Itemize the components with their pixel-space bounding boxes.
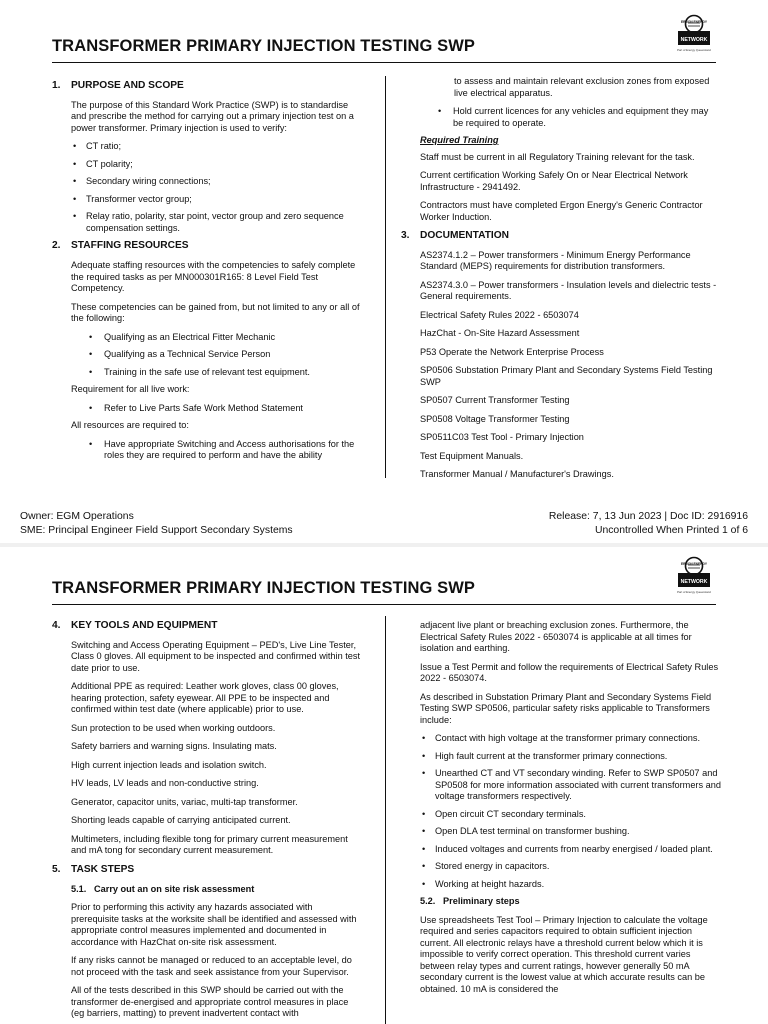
column-divider bbox=[385, 616, 386, 1024]
page-title: TRANSFORMER PRIMARY INJECTION TESTING SWP bbox=[52, 579, 476, 597]
bullet-list bbox=[71, 439, 362, 462]
doc-reference: Transformer Manual / Manufacturer's Drawings. bbox=[420, 469, 614, 480]
list-item: • Training in the safe use of relevant test equipment. bbox=[71, 367, 362, 379]
bullet-list bbox=[420, 733, 721, 890]
doc-reference: SP0506 Substation Primary Plant and Secondary Systems Field Testing SWP bbox=[420, 365, 713, 387]
doc-reference: Electrical Safety Rules 2022 - 6503074 bbox=[420, 309, 579, 320]
doc-reference: SP0508 Voltage Transformer Testing bbox=[420, 413, 570, 424]
paragraph: As described in Substation Primary Plant and Secondary Systems Field Testing SWP SP0506, particular safety risks applicable to Transformers include: bbox=[420, 691, 712, 725]
list-item: • Qualifying as a Technical Service Person bbox=[71, 349, 362, 361]
section-title: DOCUMENTATION bbox=[420, 230, 510, 241]
paragraph: These competencies can be gained from, but not limited to any or all of the following: bbox=[71, 301, 360, 323]
paragraph: Safety barriers and warning signs. Insulating mats. bbox=[71, 741, 277, 752]
ergon-network-logo bbox=[676, 14, 712, 56]
logo-tagline: Part of Energy Queensland bbox=[677, 48, 711, 52]
subsection-number: 5.2. bbox=[420, 896, 436, 906]
section-number: 5. bbox=[52, 863, 61, 875]
logo-tagline: Part of Energy Queensland bbox=[677, 590, 711, 594]
section-heading bbox=[52, 620, 362, 633]
section-number: 1. bbox=[52, 80, 61, 91]
list-item: • Transformer vector group; bbox=[71, 194, 362, 206]
doc-reference: SP0511C03 Test Tool - Primary Injection bbox=[420, 432, 584, 443]
list-item: • Induced voltages and currents from nearby energised / loaded plant. bbox=[420, 844, 721, 856]
section-title: PURPOSE AND SCOPE bbox=[71, 80, 184, 91]
paragraph: All of the tests described in this SWP should be carried out with the transformer de-energised and appropriate control measures in place (eg barriers, matting) to prevent inadvertent contact with bbox=[71, 985, 349, 1018]
doc-reference: SP0507 Current Transformer Testing bbox=[420, 395, 570, 406]
bullet-list bbox=[71, 141, 362, 234]
section-number: 4. bbox=[52, 620, 61, 631]
list-item: • Refer to Live Parts Safe Work Method Statement bbox=[71, 403, 362, 415]
list-item: • Relay ratio, polarity, star point, vector group and zero sequence compensation settings. bbox=[71, 211, 362, 234]
paragraph: If any risks cannot be managed or reduced to an acceptable level, do not proceed with the task and seek assistance from your Supervisor. bbox=[71, 955, 352, 977]
footer-left bbox=[20, 510, 293, 537]
paragraph: adjacent live plant or breaching exclusion zones. Furthermore, the Electrical Safety Rules 2022 - 6503074 is applicable at all times for isolation and earthing. bbox=[420, 620, 692, 653]
bullet-list bbox=[71, 403, 362, 415]
section-number: 2. bbox=[52, 240, 61, 252]
bullet-list bbox=[71, 332, 362, 379]
section-heading bbox=[52, 80, 362, 93]
section-number: 3. bbox=[401, 230, 410, 241]
list-item: • CT polarity; bbox=[71, 159, 362, 171]
subsection-heading bbox=[420, 896, 721, 908]
paragraph: Use spreadsheets Test Tool – Primary Injection to calculate the voltage required and series capacitors required to obtain sufficient injection current. All electronic relays have a threshold current below which it is impossible to verify correct operation. This threshold current varies between relay types and current ratings, however generally 50 mA secondary current is the lowest value at which accurate results can be obtained. 10 mA is considered the bbox=[420, 914, 708, 994]
paragraph: The purpose of this Standard Work Practice (SWP) is to standardise and prescribe the method for carrying out a primary injection test on a power transformer. Primary injection is used to verify: bbox=[71, 99, 354, 133]
section-heading bbox=[52, 240, 362, 253]
list-item: • Qualifying as an Electrical Fitter Mechanic bbox=[71, 332, 362, 344]
paragraph: All resources are required to: bbox=[71, 420, 189, 430]
footer-sme: SME: Principal Engineer Field Support Secondary Systems bbox=[20, 524, 293, 536]
right-column bbox=[401, 76, 721, 488]
logo-top-text: ERGON ENERGY bbox=[680, 20, 708, 24]
doc-reference: AS2374.3.0 – Power transformers - Insulation levels and dielectric tests - General requirements. bbox=[420, 279, 717, 302]
paragraph: Generator, capacitor units, variac, multi-tap transformer. bbox=[71, 796, 298, 807]
paragraph: Adequate staffing resources with the competencies to safely complete the required tasks as per MN000301R165: 8 Level Field Test Competency. bbox=[71, 260, 356, 293]
paragraph: Requirement for all live work: bbox=[71, 384, 190, 394]
list-item: • Stored energy in capacitors. bbox=[420, 861, 721, 873]
footer-printed: Uncontrolled When Printed 1 of 6 bbox=[594, 524, 748, 536]
right-column bbox=[401, 620, 721, 1002]
subsection-heading bbox=[71, 884, 362, 896]
paragraph-continued: to assess and maintain relevant exclusion zones from exposed live electrical apparatus. bbox=[454, 76, 710, 98]
footer-owner: Owner: EGM Operations bbox=[20, 511, 134, 522]
section-title: KEY TOOLS AND EQUIPMENT bbox=[71, 620, 218, 631]
list-item: • CT ratio; bbox=[71, 141, 362, 153]
section-title: TASK STEPS bbox=[71, 863, 135, 875]
doc-reference: HazChat - On-Site Hazard Assessment bbox=[420, 328, 580, 339]
logo-main-text: NETWORK bbox=[680, 37, 708, 43]
left-column bbox=[52, 80, 362, 468]
list-item: • Open DLA test terminal on transformer bushing. bbox=[420, 826, 721, 838]
list-item: • High fault current at the transformer primary connections. bbox=[420, 751, 721, 763]
title-rule bbox=[52, 62, 716, 63]
column-divider bbox=[385, 76, 386, 478]
subsection-title: Preliminary steps bbox=[443, 896, 520, 906]
page-separator bbox=[0, 543, 768, 547]
paragraph: Staff must be current in all Regulatory Training relevant for the task. bbox=[420, 151, 695, 162]
list-item: • Contact with high voltage at the transformer primary connections. bbox=[420, 733, 721, 745]
list-item: • Have appropriate Switching and Access authorisations for the roles they are required to perform and have the ability bbox=[71, 439, 362, 462]
paragraph: High current injection leads and isolation switch. bbox=[71, 759, 267, 770]
title-rule bbox=[52, 604, 716, 605]
list-item: • Unearthed CT and VT secondary winding. Refer to SWP SP0507 and SP0508 for more information associated with current transformers and voltage transformers respectively. bbox=[420, 768, 721, 803]
list-item: • Open circuit CT secondary terminals. bbox=[420, 809, 721, 821]
paragraph: Prior to performing this activity any hazards associated with prerequisite tasks at the worksite shall be identified and assessed with appropriate control measures implemented and documented in accordance with HazChat on-site risk assessment. bbox=[71, 902, 357, 947]
ergon-network-logo bbox=[676, 556, 712, 598]
paragraph: Sun protection to be used when working outdoors. bbox=[71, 722, 276, 733]
paragraph: Switching and Access Operating Equipment – PED's, Live Line Tester, Class 0 gloves. All equipment to be inspected and confirmed within test date prior to use. bbox=[71, 639, 361, 673]
logo-top-text: ERGON ENERGY bbox=[680, 562, 708, 566]
logo-main-text: NETWORK bbox=[680, 579, 708, 585]
doc-reference: P53 Operate the Network Enterprise Process bbox=[420, 346, 604, 357]
list-item: • Hold current licences for any vehicles and equipment they may be required to operate. bbox=[420, 106, 721, 129]
doc-reference: AS2374.1.2 – Power transformers - Minimum Energy Performance Standard (MEPS) requirements for distribution transformers. bbox=[420, 249, 691, 272]
subsection-title: Carry out an on site risk assessment bbox=[94, 883, 255, 894]
subheading-required-training: Required Training bbox=[420, 135, 499, 145]
paragraph: HV leads, LV leads and non-conductive string. bbox=[71, 778, 259, 789]
paragraph: Contractors must have completed Ergon Energy's Generic Contractor Worker Induction. bbox=[420, 200, 703, 222]
footer-release: Release: 7, 13 Jun 2023 | Doc ID: 2916916 bbox=[548, 511, 748, 522]
paragraph: Multimeters, including flexible tong for primary current measurement and mA tong for secondary current measurement. bbox=[71, 833, 348, 856]
section-heading bbox=[401, 230, 721, 243]
left-column bbox=[52, 620, 362, 1024]
paragraph: Additional PPE as required: Leather work gloves, class 00 gloves, hearing protection, safety eyewear. All PPE to be inspected and confirmed within test date (where applicable) prior to use. bbox=[71, 681, 339, 715]
paragraph: Current certification Working Safely On or Near Electrical Network Infrastructure - 2941492. bbox=[420, 170, 688, 192]
paragraph: Shorting leads capable of carrying anticipated current. bbox=[71, 815, 291, 826]
list-item: • Secondary wiring connections; bbox=[71, 176, 362, 188]
bullet-list bbox=[420, 106, 721, 129]
paragraph: Issue a Test Permit and follow the requirements of Electrical Safety Rules 2022 - 6503074. bbox=[420, 661, 719, 683]
document-page-2 bbox=[0, 548, 768, 1024]
section-heading bbox=[52, 864, 362, 877]
footer-right bbox=[549, 510, 748, 537]
subsection-number: 5.1. bbox=[71, 883, 87, 894]
page-title: TRANSFORMER PRIMARY INJECTION TESTING SWP bbox=[52, 37, 476, 55]
section-title: STAFFING RESOURCES bbox=[71, 240, 189, 252]
doc-reference: Test Equipment Manuals. bbox=[420, 450, 524, 461]
list-item: • Working at height hazards. bbox=[420, 879, 721, 891]
